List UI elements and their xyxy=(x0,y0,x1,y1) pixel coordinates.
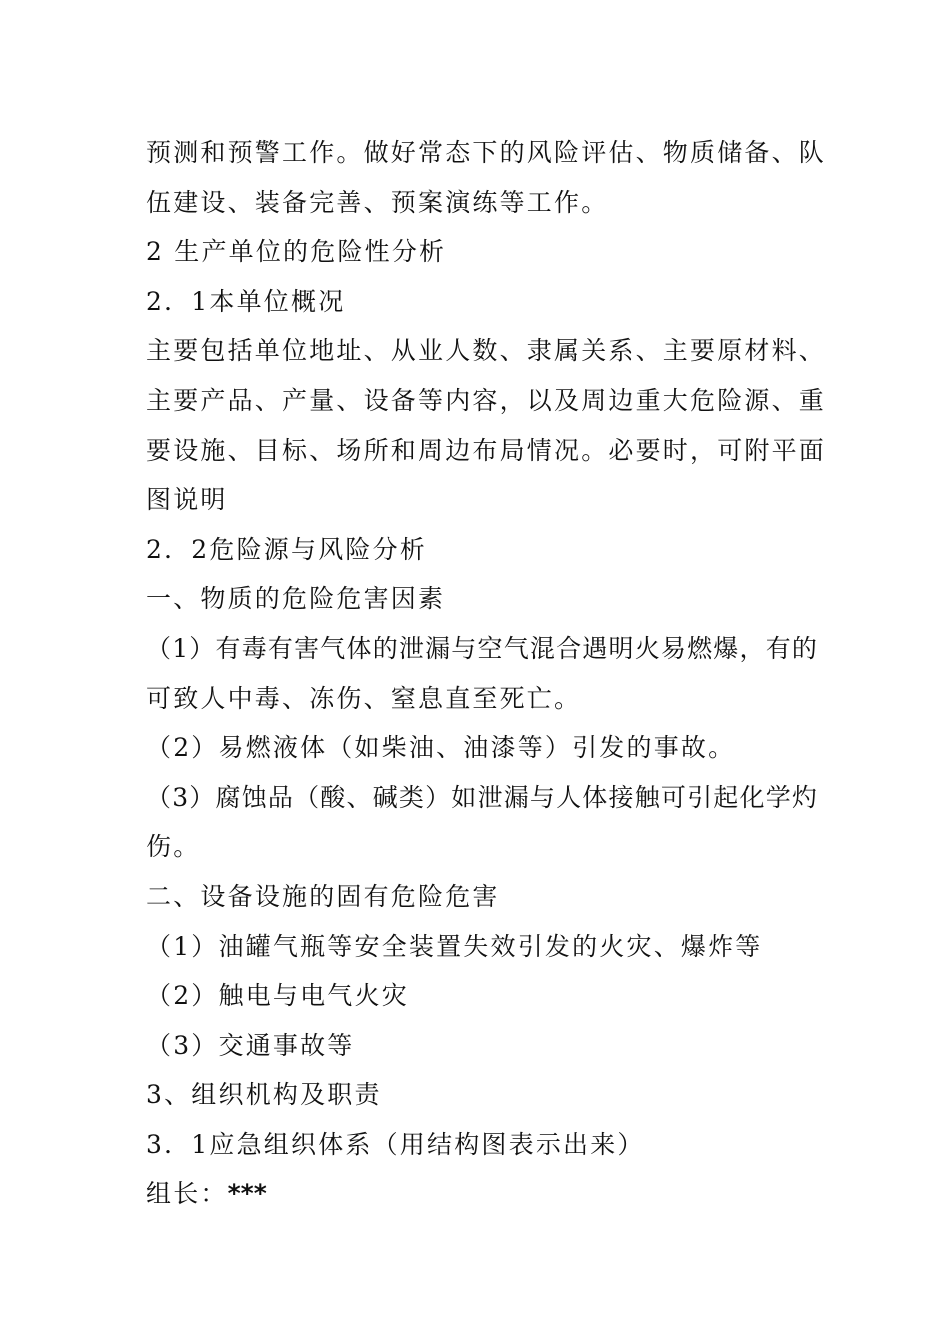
subsection-heading: 3．1应急组织体系（用结构图表示出来） xyxy=(146,1129,645,1159)
document-body xyxy=(146,128,827,1219)
subsection-heading: 2．1本单位概况 xyxy=(146,286,346,316)
paragraph-line: 预测和预警工作。做好常态下的风险评估、物质储备、队 xyxy=(146,138,827,167)
leader-label: 组长： xyxy=(146,1179,228,1209)
list-item: （2）易燃液体（如柴油、油漆等）引发的事故。 xyxy=(146,733,736,763)
category-heading: 一、物质的危险危害因素 xyxy=(146,584,446,614)
paragraph-line: 伍建设、装备完善、预案演练等工作。 xyxy=(146,187,609,217)
paragraph-line: 图说明 xyxy=(146,485,228,515)
category-heading: 二、设备设施的固有危险危害 xyxy=(146,881,500,911)
section-heading: 3、组织机构及职责 xyxy=(146,1080,382,1110)
section-heading: 2 生产单位的危险性分析 xyxy=(146,237,447,267)
list-item: （3）腐蚀品（酸、碱类）如泄漏与人体接触可引起化学灼 xyxy=(146,782,819,812)
paragraph-line: 主要产品、产量、设备等内容，以及周边重大危险源、重 xyxy=(146,385,827,415)
list-item-continuation: 伤。 xyxy=(146,832,201,862)
list-item: （1）有毒有害气体的泄漏与空气混合遇明火易燃爆，有的 xyxy=(146,633,819,663)
list-item: （3）交通事故等 xyxy=(146,1030,355,1060)
list-item: （1）油罐气瓶等安全装置失效引发的火灾、爆炸等 xyxy=(146,931,763,961)
paragraph-line: 要设施、目标、场所和周边布局情况。必要时，可附平面 xyxy=(146,435,827,465)
paragraph-line: 主要包括单位地址、从业人数、隶属关系、主要原材料、 xyxy=(146,336,827,366)
subsection-heading: 2．2危险源与风险分析 xyxy=(146,534,428,564)
leader-value: *** xyxy=(227,1179,267,1209)
list-item-continuation: 可致人中毒、冻伤、窒息直至死亡。 xyxy=(146,683,582,713)
list-item: （2）触电与电气火灾 xyxy=(146,981,409,1011)
leader-line xyxy=(146,1169,816,1219)
